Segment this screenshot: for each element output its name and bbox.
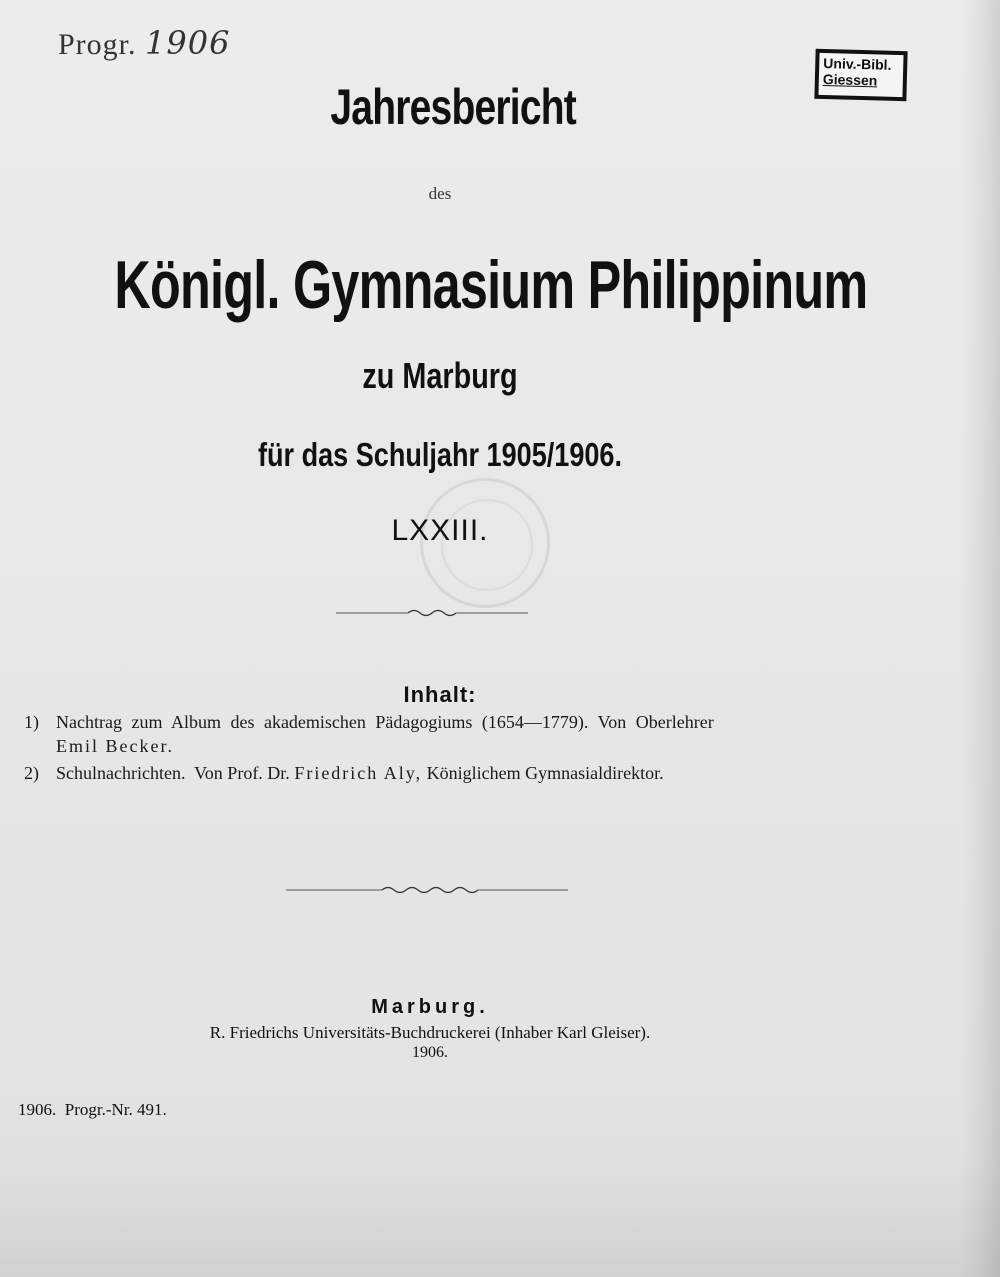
contents-heading: Inhalt: bbox=[403, 682, 477, 707]
imprint-year: 1906. bbox=[412, 1044, 448, 1061]
catalog-prefix: Progr. bbox=[58, 28, 137, 61]
imprint-publisher: R. Friedrichs Universitäts-Buchdruckerei (Inhaber Karl Gleiser). bbox=[209, 1023, 651, 1042]
contents-item-1-author bbox=[56, 736, 174, 757]
contents-item-1-continuation: Emil Becker. bbox=[56, 736, 174, 756]
ornamental-divider-top bbox=[336, 607, 528, 617]
handwritten-year: 1906 bbox=[145, 24, 231, 62]
contents-item-1 bbox=[24, 712, 714, 733]
city-line: zu Marburg bbox=[362, 355, 518, 396]
contents-item-2-number: 2) bbox=[24, 763, 39, 783]
contents-item-1-text: Nachtrag zum Album des akademischen Pädagogiums (1654—1779). Von Oberlehrer bbox=[56, 712, 714, 732]
title-connector: des bbox=[428, 184, 452, 203]
contents-item-1-number: 1) bbox=[24, 712, 39, 732]
contents-item-2-prefix: Schulnachrichten. Von Prof. Dr. bbox=[56, 763, 290, 783]
contents-item-2-author: Friedrich Aly, bbox=[294, 763, 423, 783]
contents-item-2-suffix: Königlichem Gymnasialdirektor. bbox=[426, 763, 664, 783]
school-name: Königl. Gymnasium Philippinum bbox=[114, 247, 868, 323]
library-ownership-stamp bbox=[814, 49, 907, 101]
handwritten-catalog-reference bbox=[58, 24, 230, 62]
school-year-line: für das Schuljahr 1905/1906. bbox=[257, 436, 622, 473]
volume-number: LXXIII. bbox=[391, 514, 489, 547]
page-bottom-shading bbox=[0, 1157, 1000, 1277]
imprint-city: Marburg. bbox=[371, 996, 489, 1018]
page-edge-shadow bbox=[960, 0, 1000, 1277]
contents-item-2 bbox=[24, 763, 664, 784]
document-title: Jahresbericht bbox=[330, 79, 577, 135]
stamp-line-2: Giessen bbox=[822, 71, 878, 89]
program-number: 1906. Progr.-Nr. 491. bbox=[18, 1100, 167, 1119]
ornamental-divider-bottom bbox=[286, 884, 568, 894]
stamp-line-1: Univ.-Bibl. bbox=[823, 55, 892, 73]
